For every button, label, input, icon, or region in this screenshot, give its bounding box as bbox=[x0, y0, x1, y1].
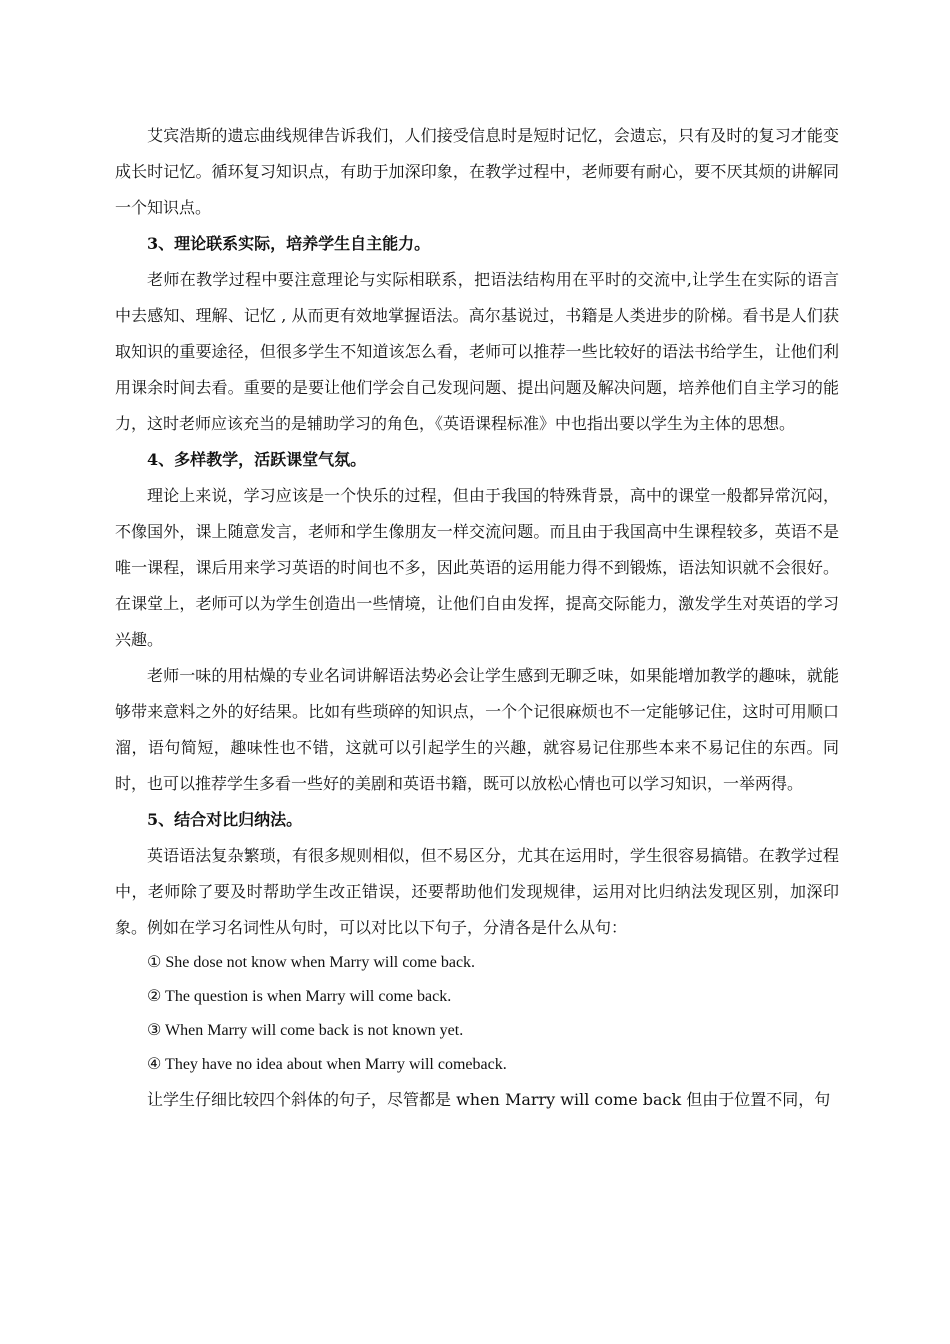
example-sentence-4: ④ They have no idea about when Marry will comeback. bbox=[147, 1056, 507, 1073]
paragraph-closing: 让学生仔细比较四个斜体的句子，尽管都是 when Marry will come back 但由于位置不同，句 bbox=[147, 1090, 831, 1109]
paragraph-comparison-method: 英语语法复杂繁琐，有很多规则相似，但不易区分，尤其在运用时，学生很容易搞错。在教学过程中，老师除了要及时帮助学生改正错误，还要帮助他们发现规律，运用对比归纳法发现区别，加深印象。例如在学习名词性从句时，可以对比以下句子，分清各是什么从句： bbox=[115, 846, 839, 937]
section-heading-4: 4、多样教学，活跃课堂气氛。 bbox=[147, 450, 367, 469]
paragraph-theory-practice: 老师在教学过程中要注意理论与实际相联系，把语法结构用在平时的交流中,让学生在实际的语言中去感知、理解、记忆 , 从而更有效地掌握语法。高尔基说过，书籍是人类进步的阶梯。看书是人们获取知识的重要途径，但很多学生不知道该怎么看，老师可以推荐一些比较好的语法书给学生，让他们利用课余时间去看。重要的是要让他们学会自己发现问题、提出问题及解决问题，培养他们自主学习的能力，这时老师应该充当的是辅助学习的角色，《英语课程标准》中也指出要以学生为主体的思想。 bbox=[115, 270, 839, 433]
example-sentence-1: ① She dose not know when Marry will come back. bbox=[147, 954, 476, 971]
example-sentence-list bbox=[115, 946, 839, 1082]
paragraph-teaching-interest: 老师一味的用枯燥的专业名词讲解语法势必会让学生感到无聊乏味，如果能增加教学的趣味，就能够带来意料之外的好结果。比如有些琐碎的知识点，一个个记很麻烦也不一定能够记住，这时可用顺口溜，语句简短，趣味性也不错，这就可以引起学生的兴趣，就容易记住那些本来不易记住的东西。同时，也可以推荐学生多看一些好的美剧和英语书籍，既可以放松心情也可以学习知识，一举两得。 bbox=[115, 666, 839, 793]
example-sentence-2: ② The question is when Marry will come back. bbox=[147, 988, 452, 1005]
paragraph-forgetting-curve: 艾宾浩斯的遗忘曲线规律告诉我们，人们接受信息时是短时记忆，会遗忘，只有及时的复习才能变成长时记忆。循环复习知识点，有助于加深印象，在教学过程中，老师要有耐心，要不厌其烦的讲解同一个知识点。 bbox=[115, 126, 839, 217]
paragraph-classroom-atmosphere: 理论上来说，学习应该是一个快乐的过程，但由于我国的特殊背景，高中的课堂一般都异常沉闷，不像国外，课上随意发言，老师和学生像朋友一样交流问题。而且由于我国高中生课程较多，英语不是唯一课程，课后用来学习英语的时间也不多，因此英语的运用能力得不到锻炼，语法知识就不会很好。在课堂上，老师可以为学生创造出一些情境，让他们自由发挥，提高交际能力，激发学生对英语的学习兴趣。 bbox=[115, 486, 839, 649]
document-body bbox=[115, 118, 839, 1118]
section-heading-3: 3、理论联系实际，培养学生自主能力。 bbox=[147, 234, 431, 253]
section-heading-5: 5、结合对比归纳法。 bbox=[147, 810, 303, 829]
example-sentence-3: ③ When Marry will come back is not known yet. bbox=[147, 1022, 464, 1039]
